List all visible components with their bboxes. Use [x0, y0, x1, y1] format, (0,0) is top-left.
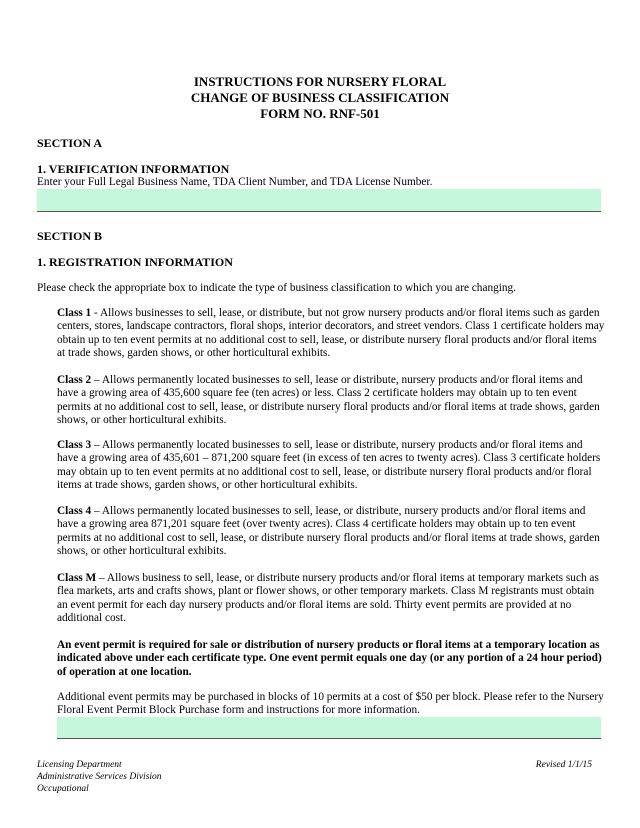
footer-category: Occupational [37, 784, 89, 794]
class-2-text: – Allows permanently located businesses to sell, lease or distribute, nursery products and/or floral items and have a growing area of 435,600 square fee (ten acres) or less. Class 2 certificate holders may obtain up to ten event permits at no additional cost to sell, lease, or distribute nursery floral products and/or floral items at trade shows, garden shows, or other horticultural exhibits. [57, 374, 600, 427]
verification-info-band [37, 189, 601, 212]
class-m-description [57, 572, 605, 626]
registration-heading: 1. REGISTRATION INFORMATION [37, 255, 233, 269]
title-line-2: CHANGE OF BUSINESS CLASSIFICATION [190, 90, 450, 105]
verification-heading: 1. VERIFICATION INFORMATION [37, 162, 230, 176]
class-2-description [57, 374, 605, 428]
class-3-label: Class 3 [57, 439, 92, 451]
document-title [0, 74, 640, 122]
registration-intro: Please check the appropriate box to indicate the type of business classification to which you are changing. [37, 282, 517, 294]
class-4-label: Class 4 [57, 505, 92, 517]
title-line-1: INSTRUCTIONS FOR NURSERY FLORAL [193, 74, 447, 89]
class-4-description [57, 505, 605, 559]
class-1-label: Class 1 [57, 307, 92, 319]
additional-permits-note: Additional event permits may be purchased in blocks of 10 permits at a cost of $50 per block. Please refer to the Nursery Floral Event Permit Block Purchase form and instructions for more information. [57, 691, 604, 717]
footer-left [37, 759, 162, 795]
section-b-heading: SECTION B [37, 229, 103, 243]
class-1-text: - Allows businesses to sell, lease, or distribute, but not grow nursery products and/or floral items such as garden centers, stores, landscape contractors, floral shops, interior decorators, and street vendors. Class 1 certificate holders may obtain up to ten event permits at no additional cost to sell, lease, or distribute nursery floral products and/or floral items at trade shows, garden shows, or other horticultural exhibits. [57, 307, 605, 360]
footer-revised: Revised 1/1/15 [535, 760, 592, 770]
event-permit-note: An event permit is required for sale or distribution of nursery products or floral items at a temporary location as indicated above under each certificate type. One event permit equals one day (or any portion of a 24 hour period) of operation at one location. [57, 639, 602, 678]
registration-info-band [57, 717, 601, 739]
class-m-label: Class M [57, 572, 97, 584]
title-line-3: FORM NO. RNF-501 [260, 106, 380, 121]
class-2-label: Class 2 [57, 374, 92, 386]
footer-dept: Licensing Department [37, 760, 122, 770]
class-4-text: – Allows permanently located businesses to sell, lease, or distribute, nursery products and/or floral items and have a growing area 871,201 square feet (over twenty acres). Class 4 certificate holders may obtain up to ten event permits at no additional cost to sell, lease, or distribute nursery floral products and/or floral items at trade shows, garden shows, or other horticultural exhibits. [57, 505, 600, 558]
footer-division: Administrative Services Division [37, 772, 162, 782]
class-m-text: – Allows business to sell, lease, or distribute nursery products and/or floral items at temporary markets such as flea markets, arts and crafts shows, plant or flower shows, or other temporary markets. Class M registrants must obtain an event permit for each day nursery products and/or floral items are sold. Thirty event permits are provided at no additional cost. [57, 572, 599, 625]
verification-text: Enter your Full Legal Business Name, TDA Client Number, and TDA License Number. [37, 176, 433, 188]
class-3-description [57, 439, 605, 493]
class-3-text: – Allows permanently located businesses to sell, lease or distribute, nursery products and/or floral items and have a growing area of 435,601 – 871,200 square feet (in excess of ten acres to twenty acres). Class 3 certificate holders may obtain up to ten event permits at no additional cost to sell, lease, or distribute nursery floral products and/or floral items at trade shows, garden shows, or other horticultural exhibits. [57, 439, 601, 492]
section-a-heading: SECTION A [37, 136, 103, 150]
class-1-description [57, 307, 605, 361]
